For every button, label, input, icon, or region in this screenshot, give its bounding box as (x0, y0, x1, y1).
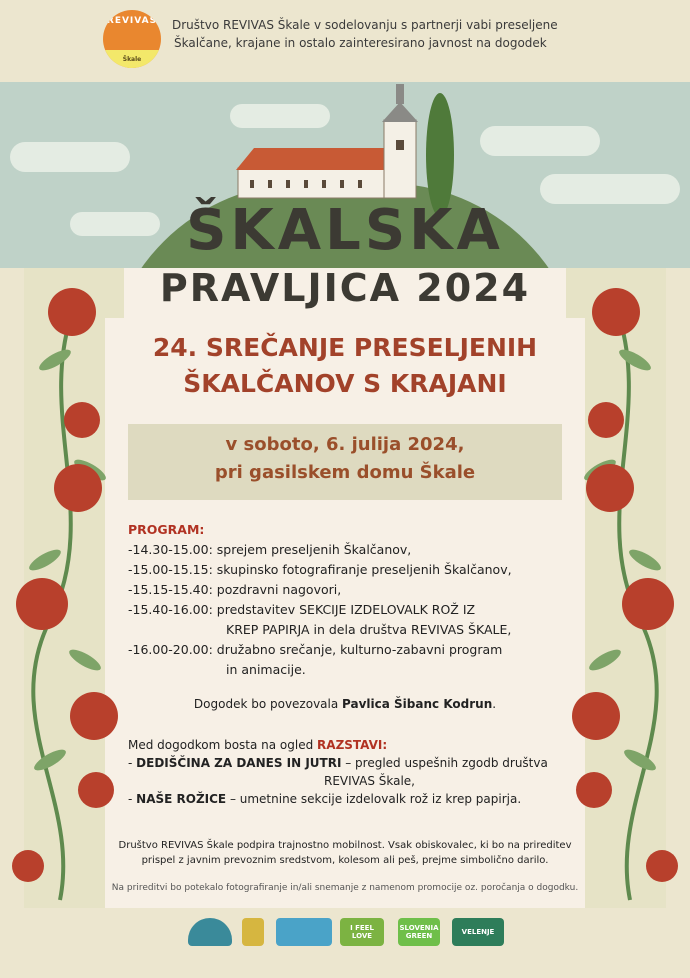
logo-sub: Škale (122, 56, 142, 63)
program-item: KREP PAPIRJA in dela društva REVIVAS ŠKALE, (226, 622, 512, 637)
partner-logo-4: I FEEL LOVE (340, 918, 384, 946)
photo-note: Na prireditvi bo potekalo fotografiranje in/ali snemanje z namenom promocije oz. poročanja o dogodku. (111, 883, 579, 893)
exhibits: Med dogodkom bosta na ogled RAZSTAVI: - DEDIŠČINA ZA DANES IN JUTRI – pregled uspešnih zgodb društva REVIVAS Škale, - NAŠE ROŽICE – umetnine sekcije izdelovalk rož iz krep papirja. (128, 738, 548, 806)
program-item: in animacije. (226, 662, 306, 677)
program-item: -14.30-15.00: sprejem preseljenih Škalčanov, (128, 542, 412, 557)
event-subtitle: 24. SREČANJE PRESELJENIH ŠKALČANOV S KRAJANI (152, 333, 538, 398)
location-line: pri gasilskem domu Škale (214, 462, 476, 483)
title-line-2: PRAVLJICA 2024 (159, 266, 531, 310)
program-heading: PROGRAM: (128, 522, 205, 537)
program-item: -15.40-16.00: predstavitev SEKCIJE IZDELOVALK ROŽ IZ (128, 602, 476, 617)
partner-logo-6: VELENJE (452, 918, 504, 946)
logo-text: REVIVAS (106, 16, 158, 26)
program-item: -15.00-15.15: skupinsko fotografiranje preseljenih Škalčanov, (128, 562, 512, 577)
program-item: -15.15-15.40: pozdravni nagovori, (128, 582, 342, 597)
host-line: Dogodek bo povezovala Pavlica Šibanc Kodrun. (193, 697, 497, 711)
partner-logo-3 (276, 918, 332, 946)
date-line: v soboto, 6. julija 2024, (225, 434, 465, 455)
partner-logo-2 (242, 918, 264, 946)
title-line-1: ŠKALSKA (186, 198, 504, 263)
program-list (128, 520, 578, 680)
program-item: -16.00-20.00: družabno srečanje, kulturno-zabavni program (128, 642, 503, 657)
partner-logo-5: SLOVENIA GREEN (398, 918, 440, 946)
mobility-note: Društvo REVIVAS Škale podpira trajnostno mobilnost. Vsak obiskovalec, ki bo na prireditev prispel z javnim prevoznim sredstvom, kolesom ali peš, prejme simbolično darilo. (118, 840, 572, 866)
intro-text: Društvo REVIVAS Škale v sodelovanju s partnerji vabi preseljene Škalčane, krajane in ostalo zainteresirano javnost na dogodek (172, 18, 558, 50)
